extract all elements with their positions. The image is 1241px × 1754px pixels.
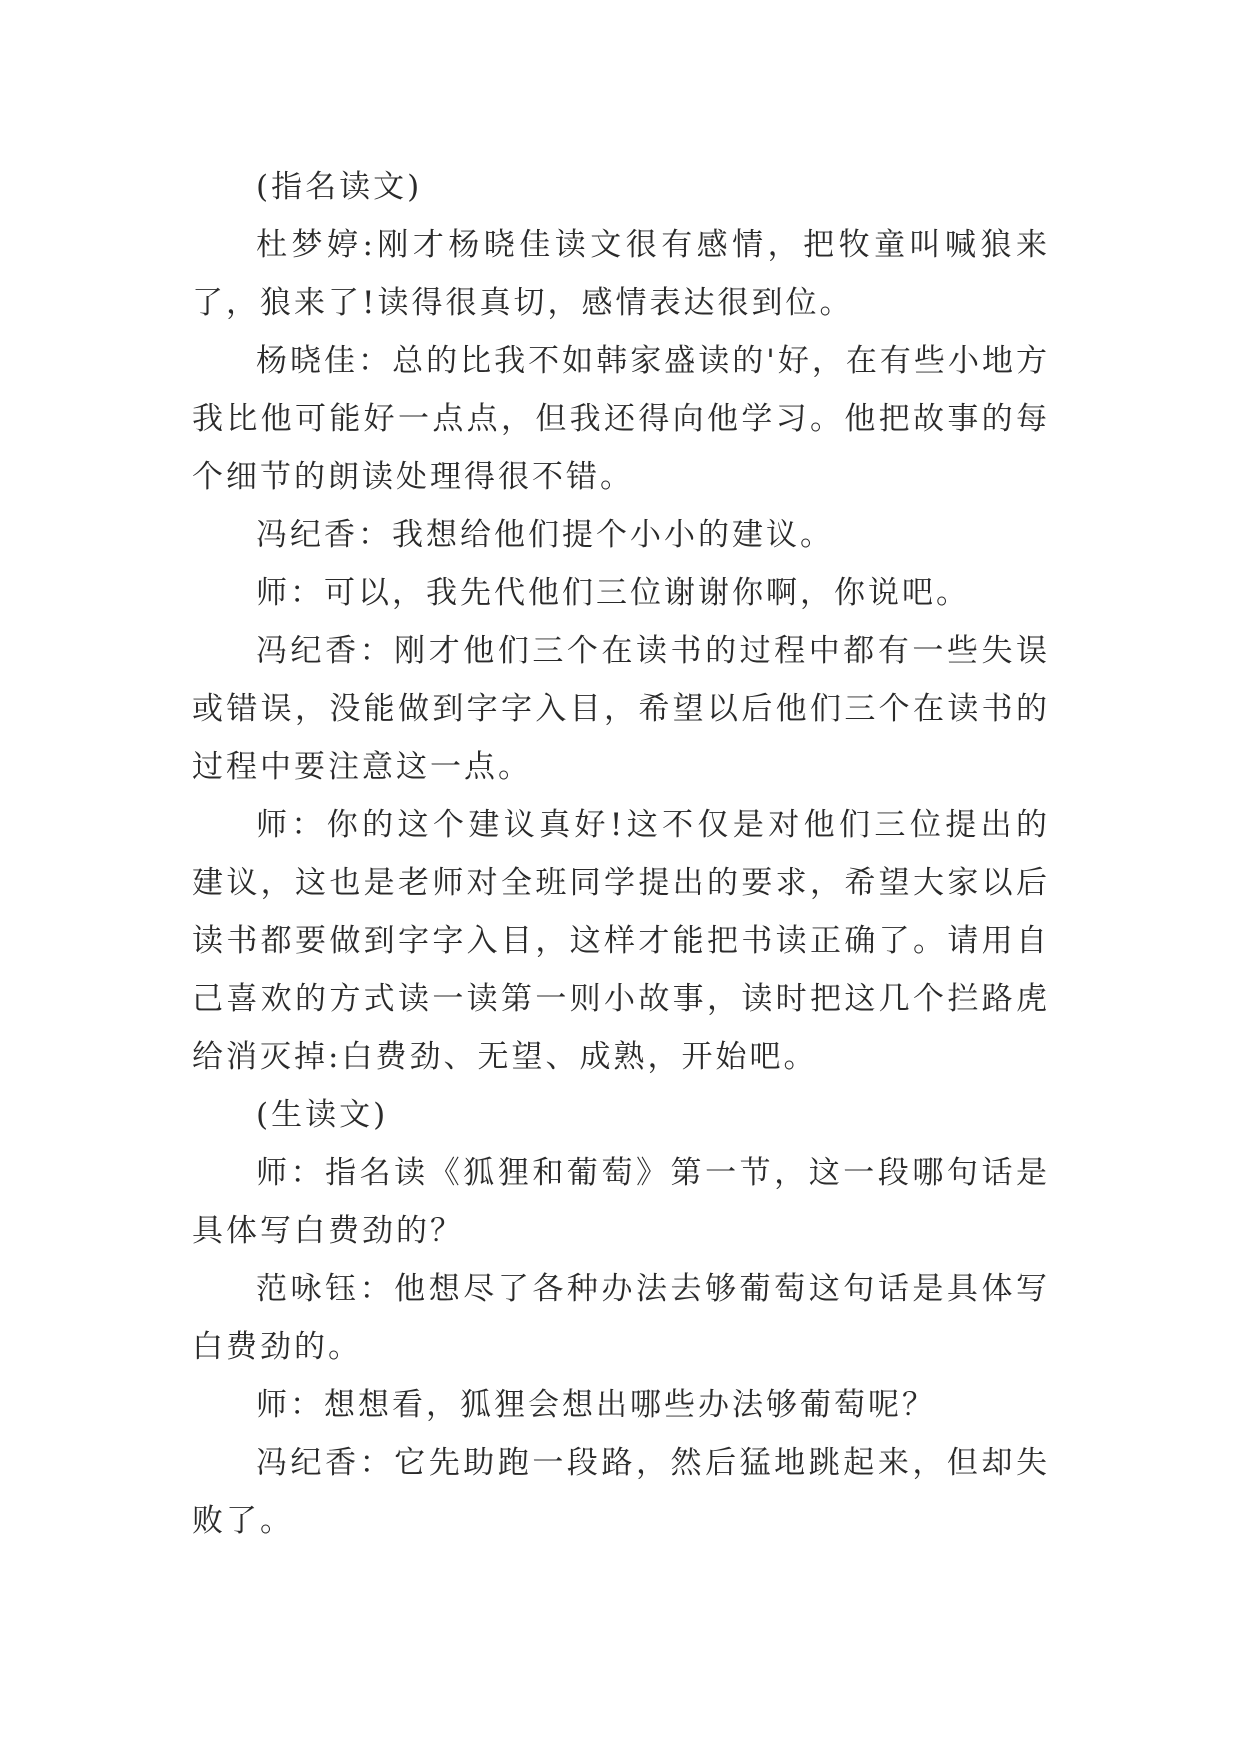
paragraph-stage-direction: (生读文) (256, 1097, 389, 1133)
paragraph-stage-direction: (指名读文) (256, 169, 423, 205)
paragraph-dialogue: 杜梦婷:刚才杨晓佳读文很有感情，把牧童叫喊狼来了，狼来了!读得很真切，感情表达很到位。 (192, 227, 1050, 321)
paragraph-dialogue: 冯纪香：我想给他们提个小小的建议。 (256, 517, 834, 553)
paragraph-dialogue: 杨晓佳：总的比我不如韩家盛读的'好，在有些小地方我比他可能好一点点，但我还得向他学习。他把故事的每个细节的朗读处理得很不错。 (192, 343, 1050, 495)
paragraph-dialogue: 师：你的这个建议真好!这不仅是对他们三位提出的建议，这也是老师对全班同学提出的要求，希望大家以后读书都要做到字字入目，这样才能把书读正确了。请用自己喜欢的方式读一读第一则小故事，读时把这几个拦路虎给消灭掉:白费劲、无望、成熟，开始吧。 (192, 807, 1050, 1075)
paragraph-dialogue: 冯纪香：它先助跑一段路，然后猛地跳起来，但却失败了。 (192, 1445, 1050, 1539)
paragraph-dialogue: 师：想想看，狐狸会想出哪些办法够葡萄呢？ (256, 1387, 936, 1423)
document-body (192, 158, 1050, 1550)
paragraph-dialogue: 师：可以，我先代他们三位谢谢你啊，你说吧。 (256, 575, 970, 611)
paragraph-dialogue: 师：指名读《狐狸和葡萄》第一节，这一段哪句话是具体写白费劲的？ (192, 1155, 1050, 1249)
paragraph-dialogue: 冯纪香：刚才他们三个在读书的过程中都有一些失误或错误，没能做到字字入目，希望以后他们三个在读书的过程中要注意这一点。 (192, 633, 1050, 785)
paragraph-dialogue: 范咏钰：他想尽了各种办法去够葡萄这句话是具体写白费劲的。 (192, 1271, 1050, 1365)
